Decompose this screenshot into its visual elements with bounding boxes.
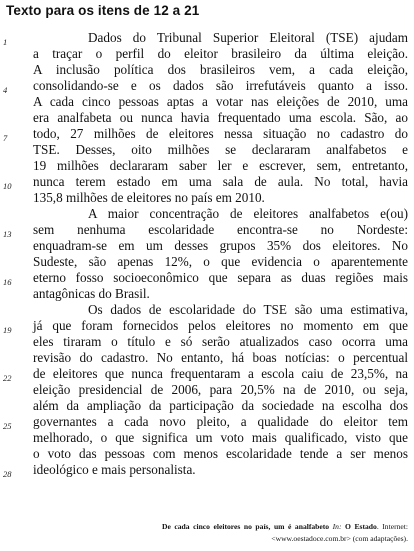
line-number: 7 xyxy=(3,133,8,143)
source-in-label: In: xyxy=(332,522,342,531)
text-line: nunca terem estado em uma sala de aula. No total, havia xyxy=(33,174,408,189)
text-line: Dados do Tribunal Superior Eleitoral (TSE) ajudam xyxy=(88,30,408,45)
text-line: TSE. Desses, oito milhões se declararam analfabetos e xyxy=(33,142,408,157)
line-number: 19 xyxy=(3,325,12,335)
text-line: a traçar o perfil do eleitor brasileiro da última eleição. xyxy=(33,46,408,61)
text-line: todo, 27 milhões de eleitores nessa situação no cadastro do xyxy=(33,126,408,141)
line-number: 25 xyxy=(3,421,12,431)
text-line: sem nenhuma escolaridade encontra-se no Nordeste: xyxy=(33,222,408,237)
text-line: consolidando-se e os dados são irrefutáveis quanto a isso. xyxy=(33,78,408,93)
text-line: eterno fosso socioeconômico que separa as duas regiões mais xyxy=(33,270,408,285)
text-line: Os dados de escolaridade do TSE são uma estimativa, xyxy=(88,302,408,317)
text-line: antagônicas do Brasil. xyxy=(33,286,150,301)
text-line: de eleitores que nunca frequentaram a escola caiu de 23,5%, na xyxy=(33,366,408,381)
text-line: A maior concentração de eleitores analfabetos e(ou) xyxy=(88,206,408,221)
text-line: o voto das pessoas com menos escolaridade tende a ser menos xyxy=(33,446,408,461)
text-line: além da ampliação da participação da sociedade na escolha dos xyxy=(33,398,408,413)
line-number: 10 xyxy=(3,181,12,191)
text-line: governantes a cada novo pleito, a qualidade do eleitor tem xyxy=(33,414,408,429)
text-line: A inclusão política dos brasileiros vem, a cada eleição, xyxy=(33,62,408,77)
source-title: De cada cinco eleitores no país, um é analfabeto xyxy=(162,522,330,531)
text-line: 135,8 milhões de eleitores no país em 2010. xyxy=(33,190,265,205)
text-line: enquadram-se em um desses grupos 35% dos eleitores. No xyxy=(33,238,408,253)
line-number: 1 xyxy=(3,37,8,47)
text-line: ideológico e mais personalista. xyxy=(33,462,196,477)
text-line: revisão do cadastro. No entanto, há boas notícias: o percentual xyxy=(33,350,408,365)
text-line: eles tiraram o título e só serão atualizados caso ocorra uma xyxy=(33,334,408,349)
text-line: Sudeste, são apenas 12%, o que evidencia o aparentemente xyxy=(33,254,408,269)
line-number: 16 xyxy=(3,277,12,287)
line-number: 13 xyxy=(3,229,12,239)
source-details: . Internet: <www.oestadoce.com.br> (com adaptações). xyxy=(271,522,408,543)
line-number: 22 xyxy=(3,373,12,383)
text-line: A cada cinco pessoas aptas a votar nas eleições de 2010, uma xyxy=(33,94,408,109)
text-line: era analfabeta ou nunca havia frequentado uma escola. São, ao xyxy=(33,110,408,125)
text-line: 19 milhões declararam saber ler e escrever, sem, entretanto, xyxy=(33,158,408,173)
line-number: 28 xyxy=(3,469,12,479)
line-number: 4 xyxy=(3,85,8,95)
text-line: eleição presidencial de 2006, para 20,5% na de 2010, ou seja, xyxy=(33,382,408,397)
text-line: melhorado, o que significa um voto mais qualificado, visto que xyxy=(33,430,408,445)
source-citation xyxy=(162,521,408,545)
source-publication: O Estado xyxy=(345,522,377,531)
section-heading: Texto para os itens de 12 a 21 xyxy=(6,3,200,18)
text-line: já que foram fornecidos pelos eleitores no momento em que xyxy=(33,318,408,333)
